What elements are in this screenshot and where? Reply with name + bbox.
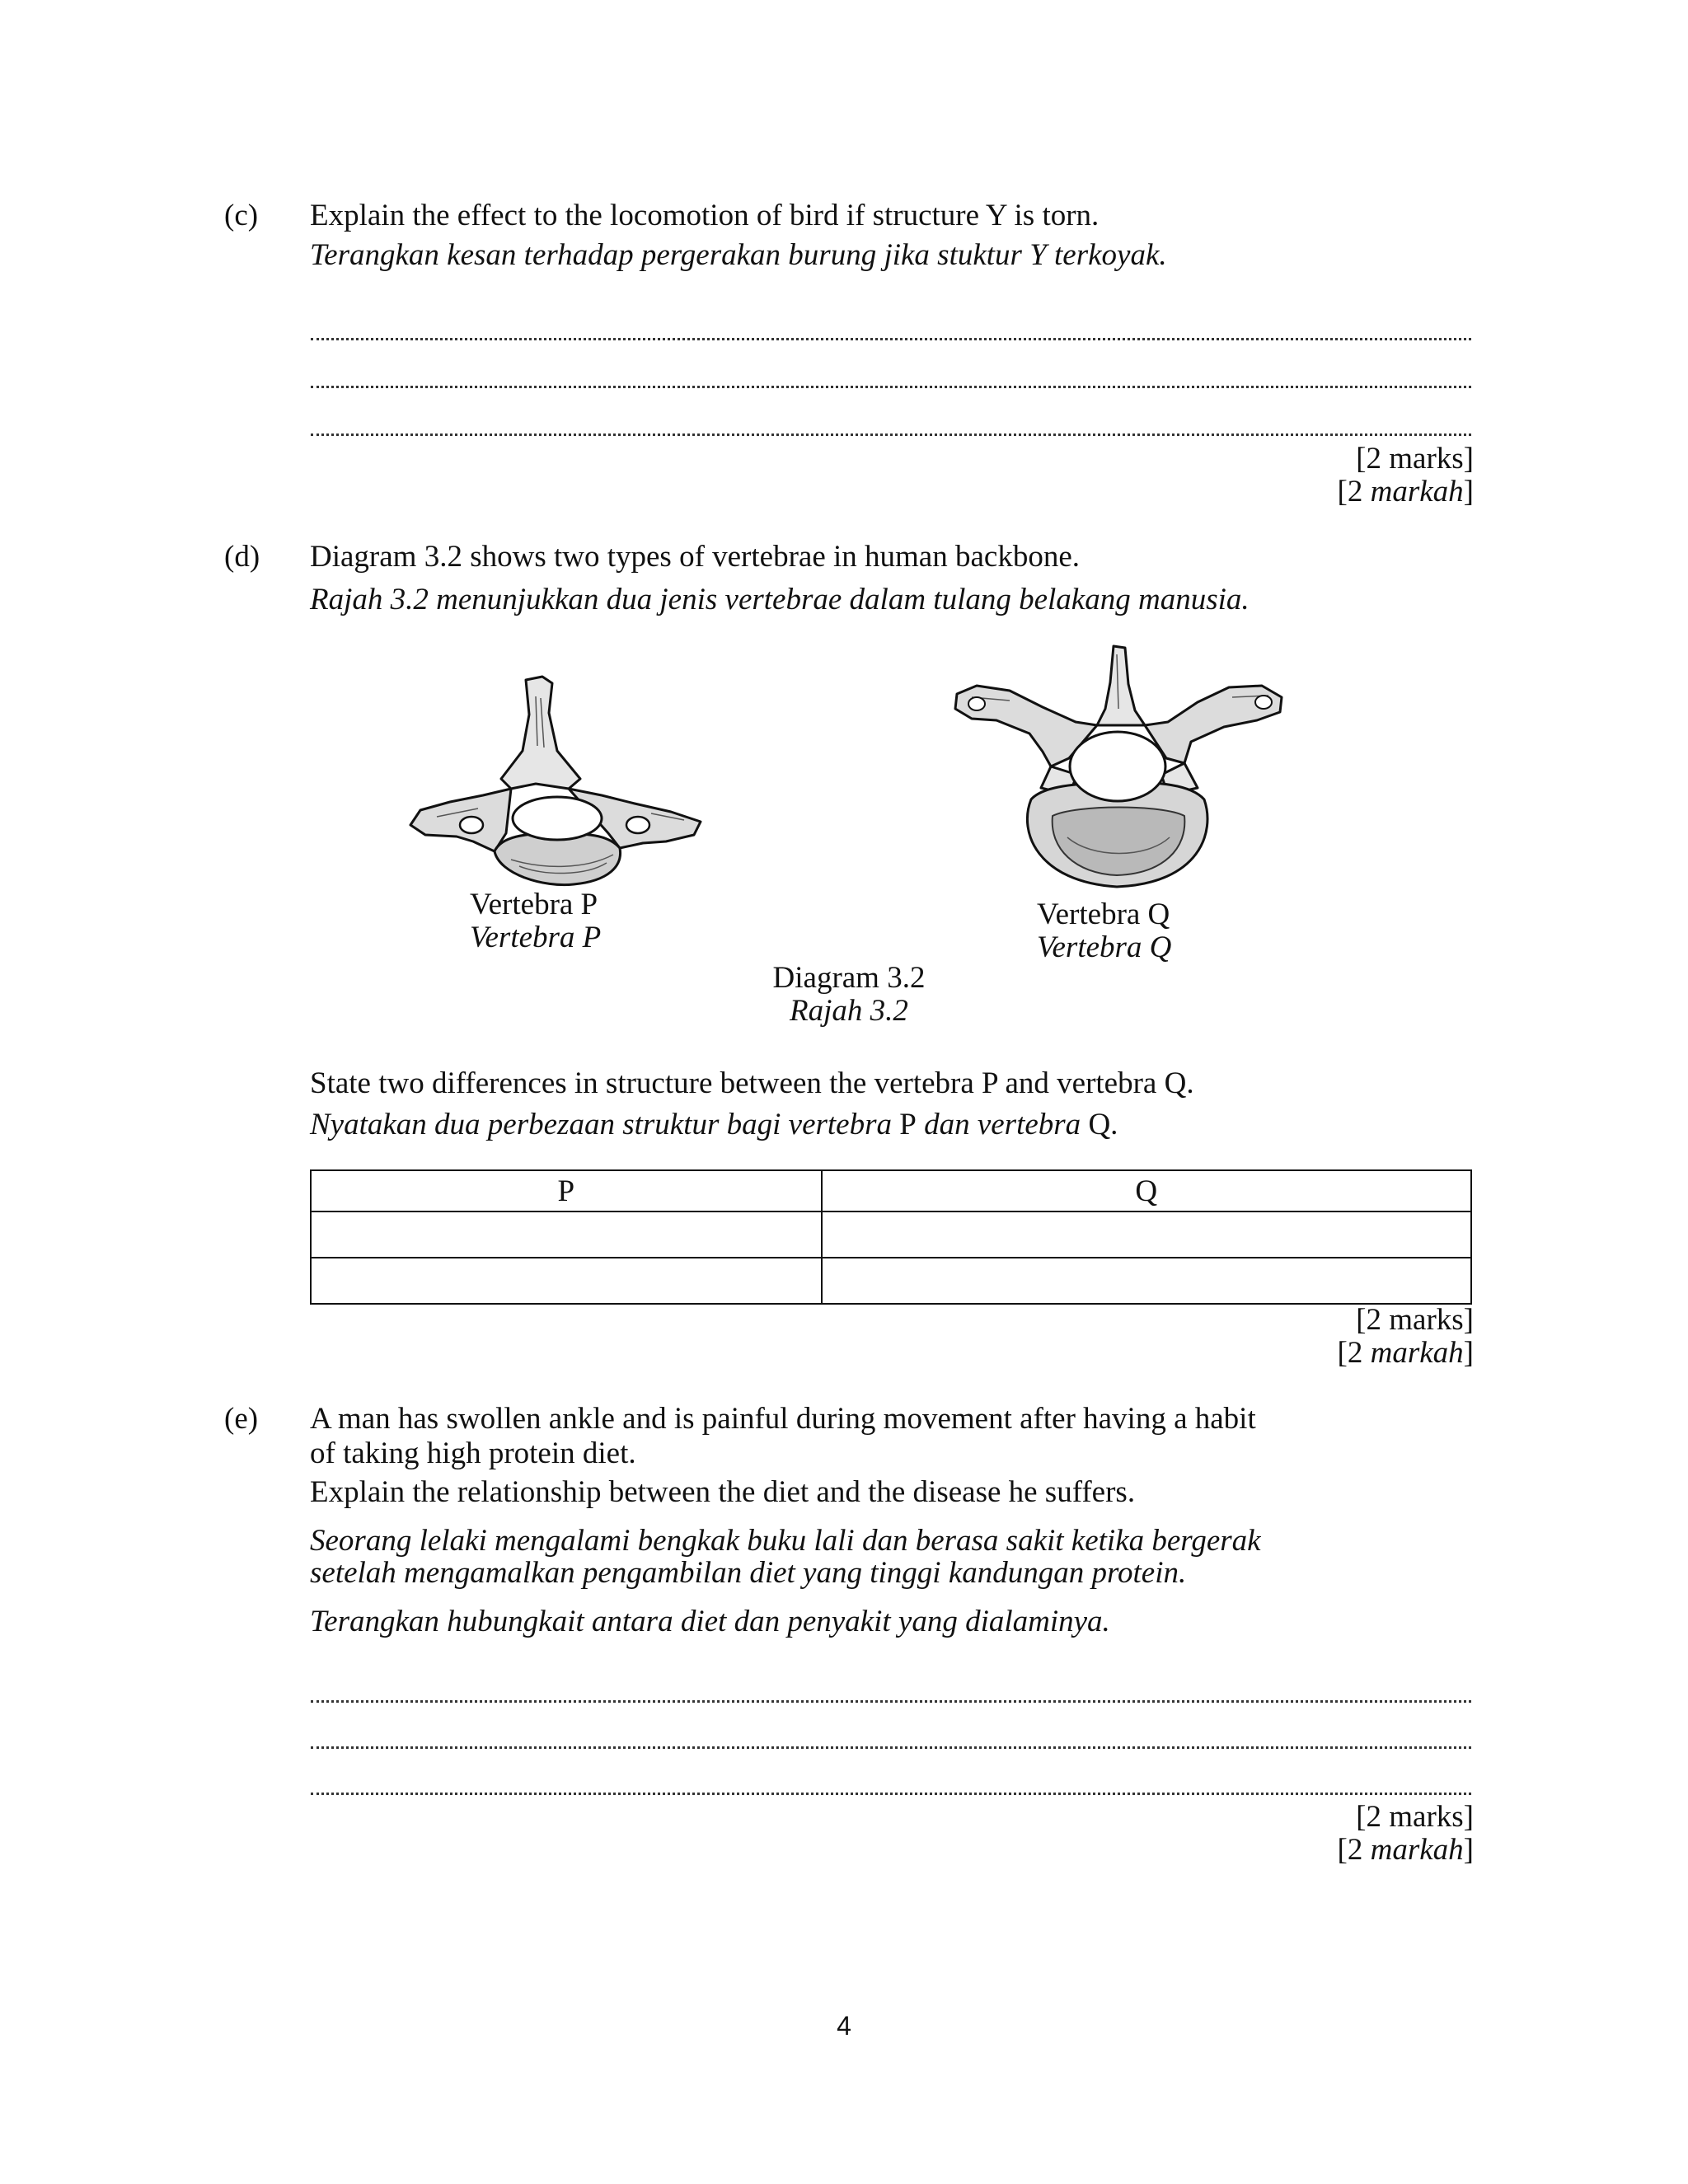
answer-cell-q-2[interactable]	[822, 1258, 1471, 1304]
vertebra-q-image	[952, 643, 1286, 894]
question-e-marks	[1338, 1801, 1474, 1867]
answer-cell-p-1[interactable]	[311, 1212, 822, 1258]
question-d-marks	[1338, 1304, 1474, 1370]
page-number: 4	[837, 2011, 851, 2041]
question-e-text-en-3: Explain the relationship between the diet and the disease he suffers.	[310, 1475, 1136, 1509]
table-row	[311, 1258, 1471, 1304]
question-d-label: (d)	[224, 540, 260, 574]
marks-en: [2 marks]	[1356, 1303, 1474, 1337]
question-c-label: (c)	[224, 199, 259, 232]
table-row	[311, 1212, 1471, 1258]
answer-cell-q-1[interactable]	[822, 1212, 1471, 1258]
answer-line[interactable]	[311, 386, 1471, 388]
question-e-text-my-3: Terangkan hubungkait antara diet dan penyakit yang dialaminya.	[310, 1605, 1110, 1638]
question-c-text-en: Explain the effect to the locomotion of bird if structure Y is torn.	[310, 199, 1100, 232]
diagram-caption	[725, 962, 973, 1028]
marks-my: [2 markah]	[1337, 475, 1474, 509]
answer-line[interactable]	[311, 1746, 1471, 1749]
marks-my: [2 markah]	[1337, 1336, 1474, 1370]
marks-my: [2 markah]	[1337, 1833, 1474, 1867]
vertebra-q-caption	[1037, 898, 1226, 964]
question-c-marks	[1338, 443, 1474, 509]
vertebra-p-image	[404, 672, 709, 890]
question-e-label: (e)	[224, 1402, 259, 1436]
answer-cell-p-2[interactable]	[311, 1258, 822, 1304]
question-c-text-my: Terangkan kesan terhadap pergerakan burung jika stuktur Y terkoyak.	[310, 238, 1167, 272]
question-d-text-en: Diagram 3.2 shows two types of vertebrae in human backbone.	[310, 540, 1080, 574]
vertebra-p-label-en: Vertebra P	[470, 888, 598, 921]
table-header-row	[311, 1170, 1471, 1212]
marks-en: [2 marks]	[1356, 442, 1474, 476]
answer-line[interactable]	[311, 338, 1471, 340]
question-d-instruction-en: State two differences in structure between the vertebra P and vertebra Q.	[310, 1066, 1194, 1100]
question-e-text-en-2: of taking high protein diet.	[310, 1436, 636, 1470]
answer-line[interactable]	[311, 1793, 1471, 1795]
diagram-caption-my: Rajah 3.2	[790, 994, 908, 1028]
answer-line[interactable]	[311, 1700, 1471, 1703]
vertebra-q-label-en: Vertebra Q	[1037, 898, 1170, 931]
answer-line[interactable]	[311, 434, 1471, 436]
differences-table	[310, 1169, 1472, 1305]
table-header-q: Q	[822, 1170, 1471, 1212]
vertebra-q-label-my: Vertebra Q	[1037, 930, 1172, 964]
diagram-caption-en: Diagram 3.2	[772, 961, 926, 995]
vertebra-p-label-my: Vertebra P	[470, 921, 602, 954]
question-e-text-en-1: A man has swollen ankle and is painful during movement after having a habit	[310, 1402, 1256, 1436]
question-e-text-my-1: Seorang lelaki mengalami bengkak buku lali dan berasa sakit ketika bergerak	[310, 1524, 1261, 1558]
table-header-p: P	[311, 1170, 822, 1212]
marks-en: [2 marks]	[1356, 1800, 1474, 1834]
question-d-text-my: Rajah 3.2 menunjukkan dua jenis vertebrae dalam tulang belakang manusia.	[310, 583, 1250, 616]
question-d-instruction-my: Nyatakan dua perbezaan struktur bagi vertebra P dan vertebra Q.	[310, 1108, 1118, 1141]
question-e-text-my-2: setelah mengamalkan pengambilan diet yang tinggi kandungan protein.	[310, 1556, 1187, 1590]
vertebra-p-caption	[470, 888, 659, 954]
